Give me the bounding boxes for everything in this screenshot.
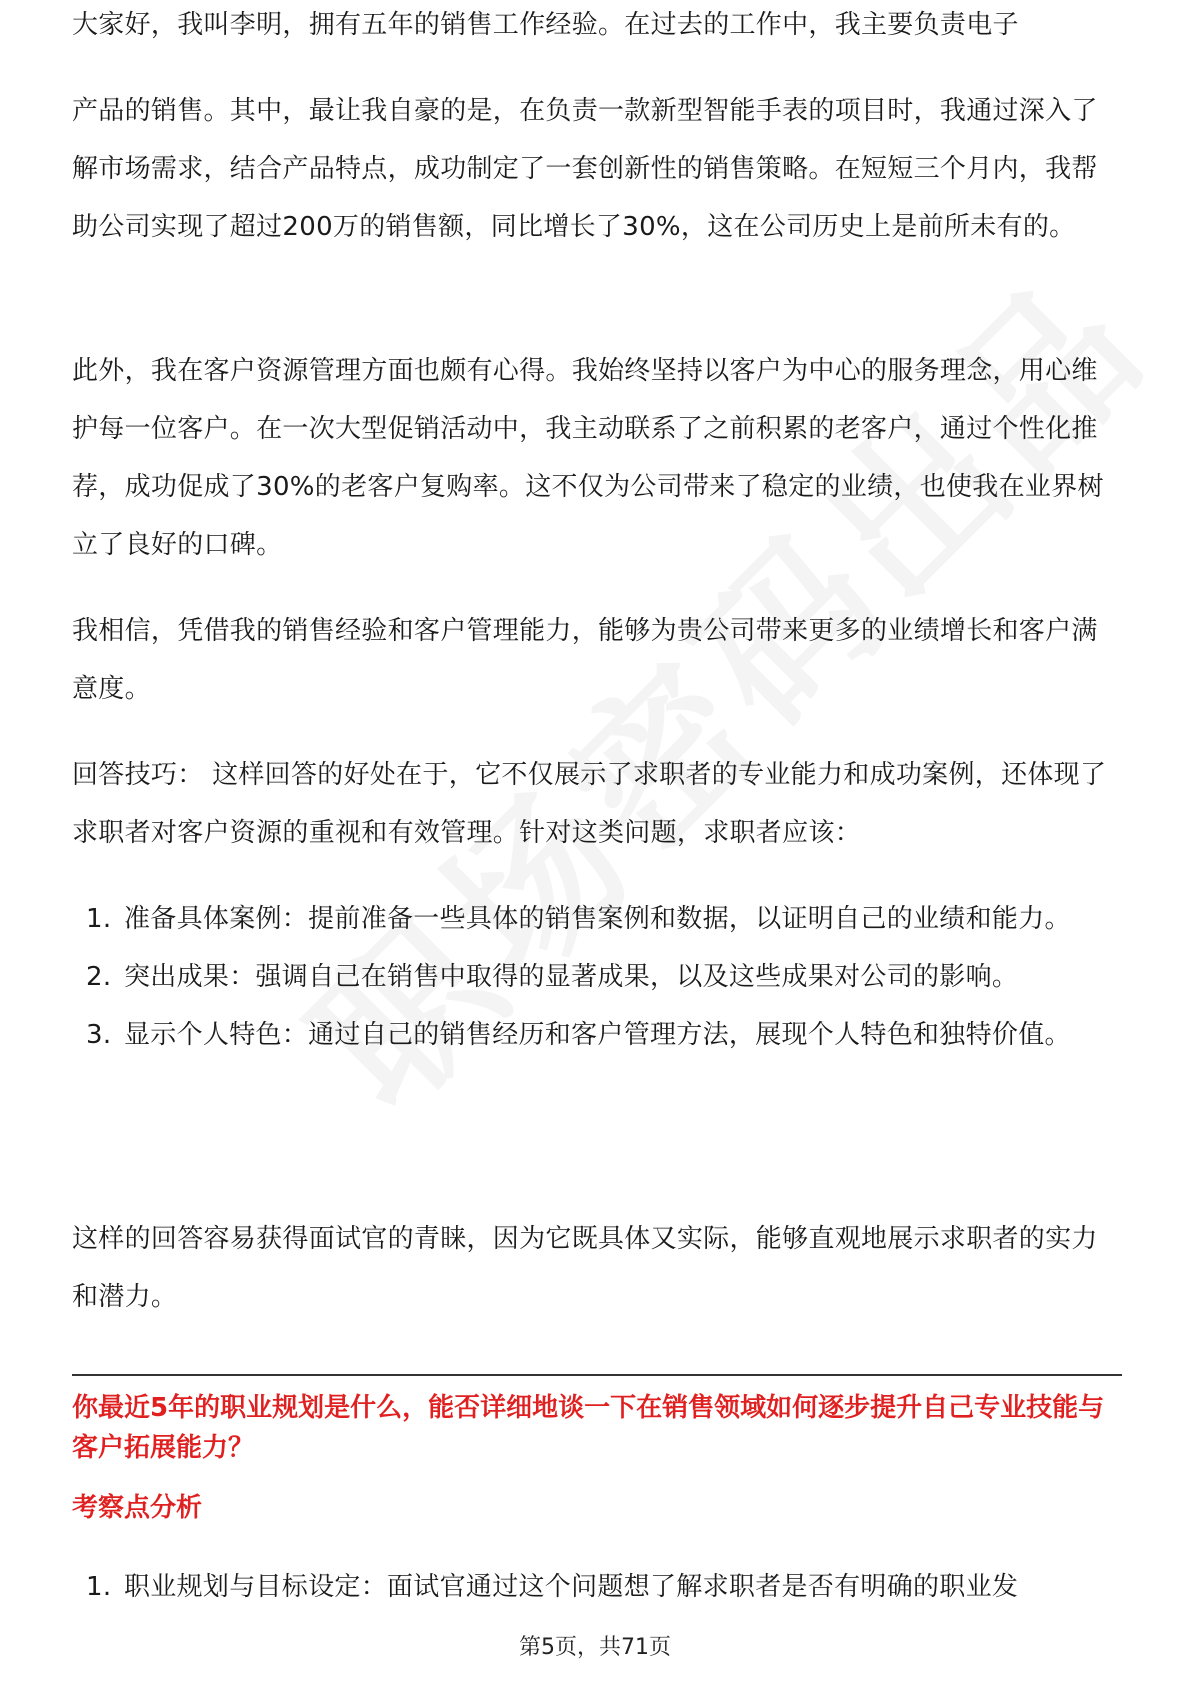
tips-list	[72, 890, 1122, 1064]
list-number: 3.	[86, 1020, 112, 1050]
page-footer: 第5页，共71页	[519, 1635, 671, 1660]
list-item	[72, 948, 1122, 1006]
list-item	[72, 1006, 1122, 1064]
paragraph-intro-text: 产品的销售。其中，最让我自豪的是，在负责一款新型智能手表的项目时，我通过深入了解市场需求，结合产品特点，成功制定了一套创新性的销售策略。在短短三个月内，我帮助公司实现了超过200万的销售额，同比增长了30%，这在公司历史上是前所未有的。	[72, 96, 1098, 242]
analysis-list	[72, 1558, 1122, 1616]
paragraph-tips-intro: 回答技巧： 这样回答的好处在于，它不仅展示了求职者的专业能力和成功案例，还体现了求职者对客户资源的重视和有效管理。针对这类问题，求职者应该：	[72, 760, 1107, 848]
section-title: 考察点分析	[72, 1493, 203, 1523]
section-divider	[72, 1374, 1122, 1376]
list-item	[72, 1558, 1122, 1616]
paragraph-conclusion: 这样的回答容易获得面试官的青睐，因为它既具体又实际，能够直观地展示求职者的实力和潜力。	[72, 1224, 1098, 1312]
list-number: 1.	[86, 1572, 112, 1602]
cut-off-line-text: 大家好，我叫李明，拥有五年的销售工作经验。在过去的工作中，我主要负责电子	[72, 10, 1019, 40]
list-number: 1.	[86, 904, 112, 934]
paragraph-intro	[72, 10, 1122, 256]
question-heading: 你最近5年的职业规划是什么，能否详细地谈一下在销售领域如何逐步提升自己专业技能与客户拓展能力？	[72, 1393, 1105, 1463]
list-item	[72, 890, 1122, 948]
paragraph-customer: 此外，我在客户资源管理方面也颇有心得。我始终坚持以客户为中心的服务理念，用心维护每一位客户。在一次大型促销活动中，我主动联系了之前积累的老客户，通过个性化推荐，成功促成了30%的老客户复购率。这不仅为公司带来了稳定的业绩，也使我在业界树立了良好的口碑。	[72, 356, 1104, 560]
list-item-text: 职业规划与目标设定：面试官通过这个问题想了解求职者是否有明确的职业发	[124, 1572, 1019, 1602]
list-item-text: 显示个人特色：通过自己的销售经历和客户管理方法，展现个人特色和独特价值。	[124, 1020, 1071, 1050]
list-item-text: 突出成果：强调自己在销售中取得的显著成果，以及这些成果对公司的影响。	[124, 962, 1019, 992]
list-number: 2.	[86, 962, 112, 992]
list-item-text: 准备具体案例：提前准备一些具体的销售案例和数据，以证明自己的业绩和能力。	[124, 904, 1071, 934]
paragraph-belief: 我相信，凭借我的销售经验和客户管理能力，能够为贵公司带来更多的业绩增长和客户满意度。	[72, 616, 1098, 704]
cut-off-line	[72, 10, 1122, 82]
